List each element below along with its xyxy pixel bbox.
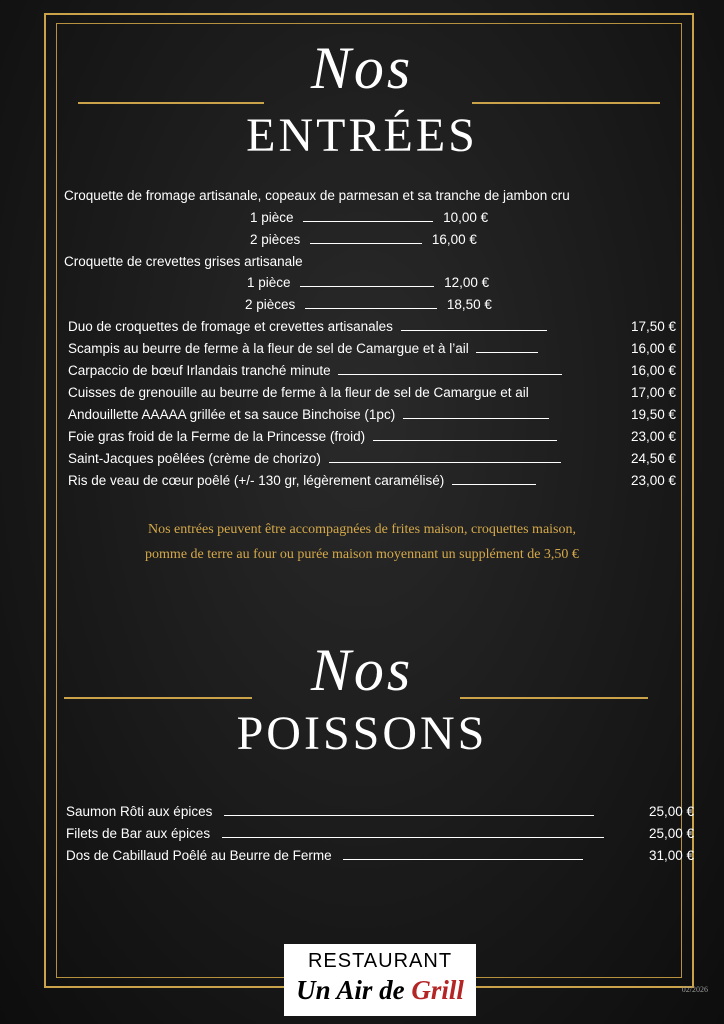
option-price: 12,00 € (444, 275, 490, 290)
menu-item-price: 23,00 € (630, 473, 676, 488)
logo-restaurant-text: RESTAURANT (307, 950, 453, 972)
poissons-title: POISSONS (236, 707, 488, 760)
menu-item (68, 405, 676, 425)
dotted-leader (401, 319, 547, 331)
dotted-leader (305, 297, 437, 309)
option-label: 2 pièces (245, 297, 296, 312)
menu-item-name: Scampis au beurre de ferme à la fleur de sel de Camargue et à l’ail (68, 341, 469, 356)
menu-item-price: 17,00 € (630, 385, 676, 400)
dotted-leader (303, 210, 433, 222)
menu-item-name: Cuisses de grenouille au beurre de ferme à la fleur de sel de Camargue et ail (68, 385, 529, 400)
menu-item-price: 31,00 € (648, 848, 694, 863)
dotted-leader (329, 451, 561, 463)
dotted-leader (338, 363, 562, 375)
menu-item-price: 17,50 € (630, 319, 676, 334)
menu-item (68, 471, 676, 491)
menu-option-row (250, 230, 477, 250)
menu-item (66, 846, 694, 866)
dotted-leader (452, 473, 536, 485)
menu-item-name: Duo de croquettes de fromage et crevettes artisanales (68, 319, 393, 334)
logo-script-part2: Grill (411, 975, 464, 1005)
menu-item-price: 25,00 € (648, 826, 694, 841)
menu-item-croquette-fromage: Croquette de fromage artisanale, copeaux de parmesan et sa tranche de jambon cru (64, 188, 570, 203)
dotted-leader (373, 429, 557, 441)
option-label: 2 pièces (250, 232, 301, 247)
option-price: 18,50 € (446, 297, 492, 312)
option-label: 1 pièce (250, 210, 294, 225)
menu-item (66, 824, 694, 844)
menu-item-name: Dos de Cabillaud Poêlé au Beurre de Ferme (66, 848, 332, 863)
dotted-leader (403, 407, 549, 419)
logo-script-name (284, 972, 476, 1008)
menu-item-price: 23,00 € (630, 429, 676, 444)
dotted-leader (476, 341, 538, 353)
restaurant-logo (284, 944, 476, 1016)
date-stamp: 02/2026 (681, 985, 708, 994)
menu-item-price: 16,00 € (630, 341, 676, 356)
menu-item (68, 317, 676, 337)
menu-option-row (250, 208, 488, 228)
option-price: 10,00 € (443, 210, 489, 225)
menu-item-price: 24,50 € (630, 451, 676, 466)
menu-item (68, 427, 676, 447)
entrees-supplement-note-line2: pomme de terre au four ou purée maison moyennant un supplément de 3,50 € (145, 547, 579, 562)
menu-item-name: Saint-Jacques poêlées (crème de chorizo) (68, 451, 321, 466)
menu-item-price: 25,00 € (648, 804, 694, 819)
menu-item (68, 449, 676, 469)
menu-item-croquette-crevettes: Croquette de crevettes grises artisanale (64, 254, 303, 269)
menu-item (68, 339, 676, 359)
menu-item-name: Saumon Rôti aux épices (66, 804, 213, 819)
entrees-title-rule-left (78, 102, 264, 104)
dotted-leader (222, 826, 604, 838)
dotted-leader (343, 848, 583, 860)
menu-item (68, 361, 676, 381)
menu-option-row (247, 273, 489, 293)
menu-item (68, 383, 676, 403)
menu-item-name: Filets de Bar aux épices (66, 826, 211, 841)
menu-item-name: Carpaccio de bœuf Irlandais tranché minute (68, 363, 331, 378)
option-label: 1 pièce (247, 275, 291, 290)
option-price: 16,00 € (431, 232, 477, 247)
menu-item-name: Ris de veau de cœur poêlé (+/- 130 gr, légèrement caramélisé) (68, 473, 445, 488)
entrees-title-rule-right (472, 102, 660, 104)
dotted-leader (300, 275, 434, 287)
menu-option-row (245, 295, 492, 315)
menu-item (66, 802, 694, 822)
logo-script-part1: Un Air de (296, 975, 412, 1005)
menu-item-price: 16,00 € (630, 363, 676, 378)
poissons-title-rule-right (460, 697, 648, 699)
entrees-title: ENTRÉES (246, 109, 478, 162)
entrees-supplement-note-line1: Nos entrées peuvent être accompagnées de frites maison, croquettes maison, (147, 522, 576, 537)
dotted-leader (310, 232, 422, 244)
entrees-title-nos: Nos (310, 35, 414, 101)
menu-item-price: 19,50 € (630, 407, 676, 422)
menu-item-name: Andouillette AAAAA grillée et sa sauce Binchoise (1pc) (68, 407, 396, 422)
poissons-title-rule-left (64, 697, 252, 699)
menu-item-name: Foie gras froid de la Ferme de la Princesse (froid) (68, 429, 366, 444)
dotted-leader (224, 804, 594, 816)
poissons-title-nos: Nos (310, 637, 414, 703)
